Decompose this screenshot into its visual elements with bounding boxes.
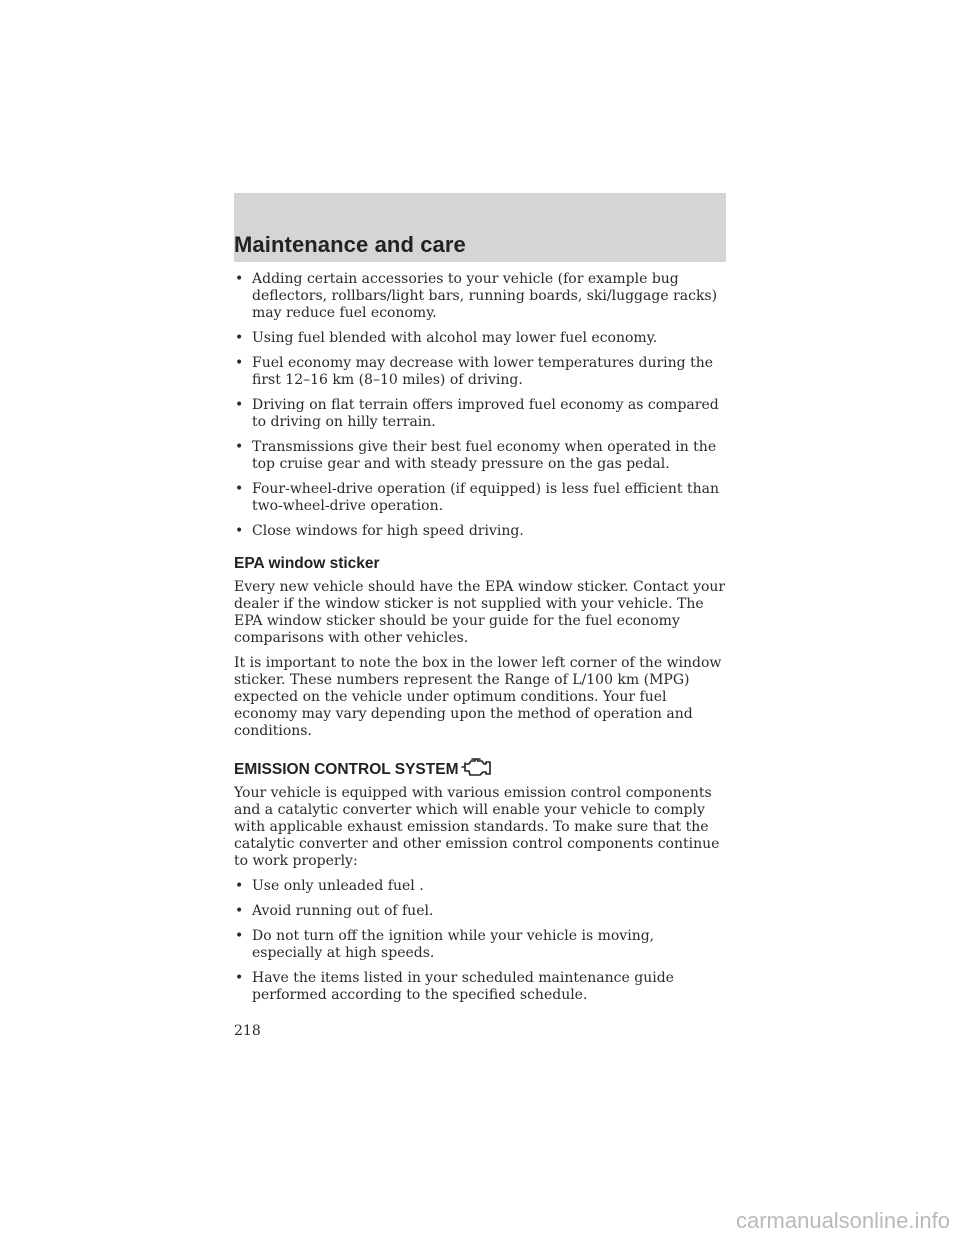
bullet-icon: • <box>235 523 244 539</box>
list-item: • Fuel economy may decrease with lower temperatures during the first 12–16 km (8–10 miles) of driving. <box>235 355 713 388</box>
bullet-icon: • <box>235 397 244 413</box>
emission-paragraph: Your vehicle is equipped with various emission control components and a catalytic converter which will enable your vehicle to comply with applicable exhaust emission standards. To make sure that the catalytic converter and other emission control components continue to work properly: <box>234 785 720 869</box>
list-item: • Four-wheel-drive operation (if equipped) is less fuel efficient than two-wheel-drive operation. <box>235 481 719 514</box>
list-item: • Close windows for high speed driving. <box>235 523 524 539</box>
bullet-icon: • <box>235 355 244 371</box>
bullet-icon: • <box>235 878 244 894</box>
page-number: 218 <box>234 1023 261 1039</box>
list-item: • Avoid running out of fuel. <box>235 903 434 919</box>
watermark: carmanualsonline.info <box>735 1208 950 1233</box>
section-title: Maintenance and care <box>234 232 466 257</box>
emission-heading: EMISSION CONTROL SYSTEM <box>234 754 726 778</box>
list-item: • Do not turn off the ignition while your vehicle is moving, especially at high speeds. <box>235 928 655 961</box>
fuel-economy-bullet-list <box>234 271 726 540</box>
bullet-icon: • <box>235 439 244 455</box>
list-item: • Transmissions give their best fuel economy when operated in the top cruise gear and with steady pressure on the gas pedal. <box>235 439 717 472</box>
bullet-icon: • <box>235 481 244 497</box>
bullet-icon: • <box>235 928 244 944</box>
list-item: • Adding certain accessories to your vehicle (for example bug deflectors, rollbars/light bars, running boards, ski/luggage racks) may reduce fuel economy. <box>235 271 718 321</box>
list-item: • Have the items listed in your scheduled maintenance guide performed according to the specified schedule. <box>235 970 674 1003</box>
bullet-icon: • <box>235 330 244 346</box>
bullet-icon: • <box>235 970 244 986</box>
bullet-icon: • <box>235 903 244 919</box>
page-content <box>234 271 726 1012</box>
list-item: • Use only unleaded fuel . <box>235 878 424 894</box>
epa-paragraph-1: Every new vehicle should have the EPA window sticker. Contact your dealer if the window sticker is not supplied with your vehicle. The EPA window sticker should be your guide for the fuel economy comparisons with other vehicles. <box>234 579 726 646</box>
epa-paragraph-2: It is important to note the box in the lower left corner of the window sticker. These numbers represent the Range of L/100 km (MPG) expected on the vehicle under optimum conditions. Your fuel economy may vary depending upon the method of operation and conditions. <box>234 655 722 739</box>
emission-bullet-list <box>234 878 726 1004</box>
list-item: • Driving on flat terrain offers improved fuel economy as compared to driving on hilly terrain. <box>235 397 719 430</box>
bullet-icon: • <box>235 271 244 287</box>
list-item: • Using fuel blended with alcohol may lower fuel economy. <box>235 330 658 346</box>
engine-icon <box>461 754 493 778</box>
epa-heading: EPA window sticker <box>234 555 380 572</box>
